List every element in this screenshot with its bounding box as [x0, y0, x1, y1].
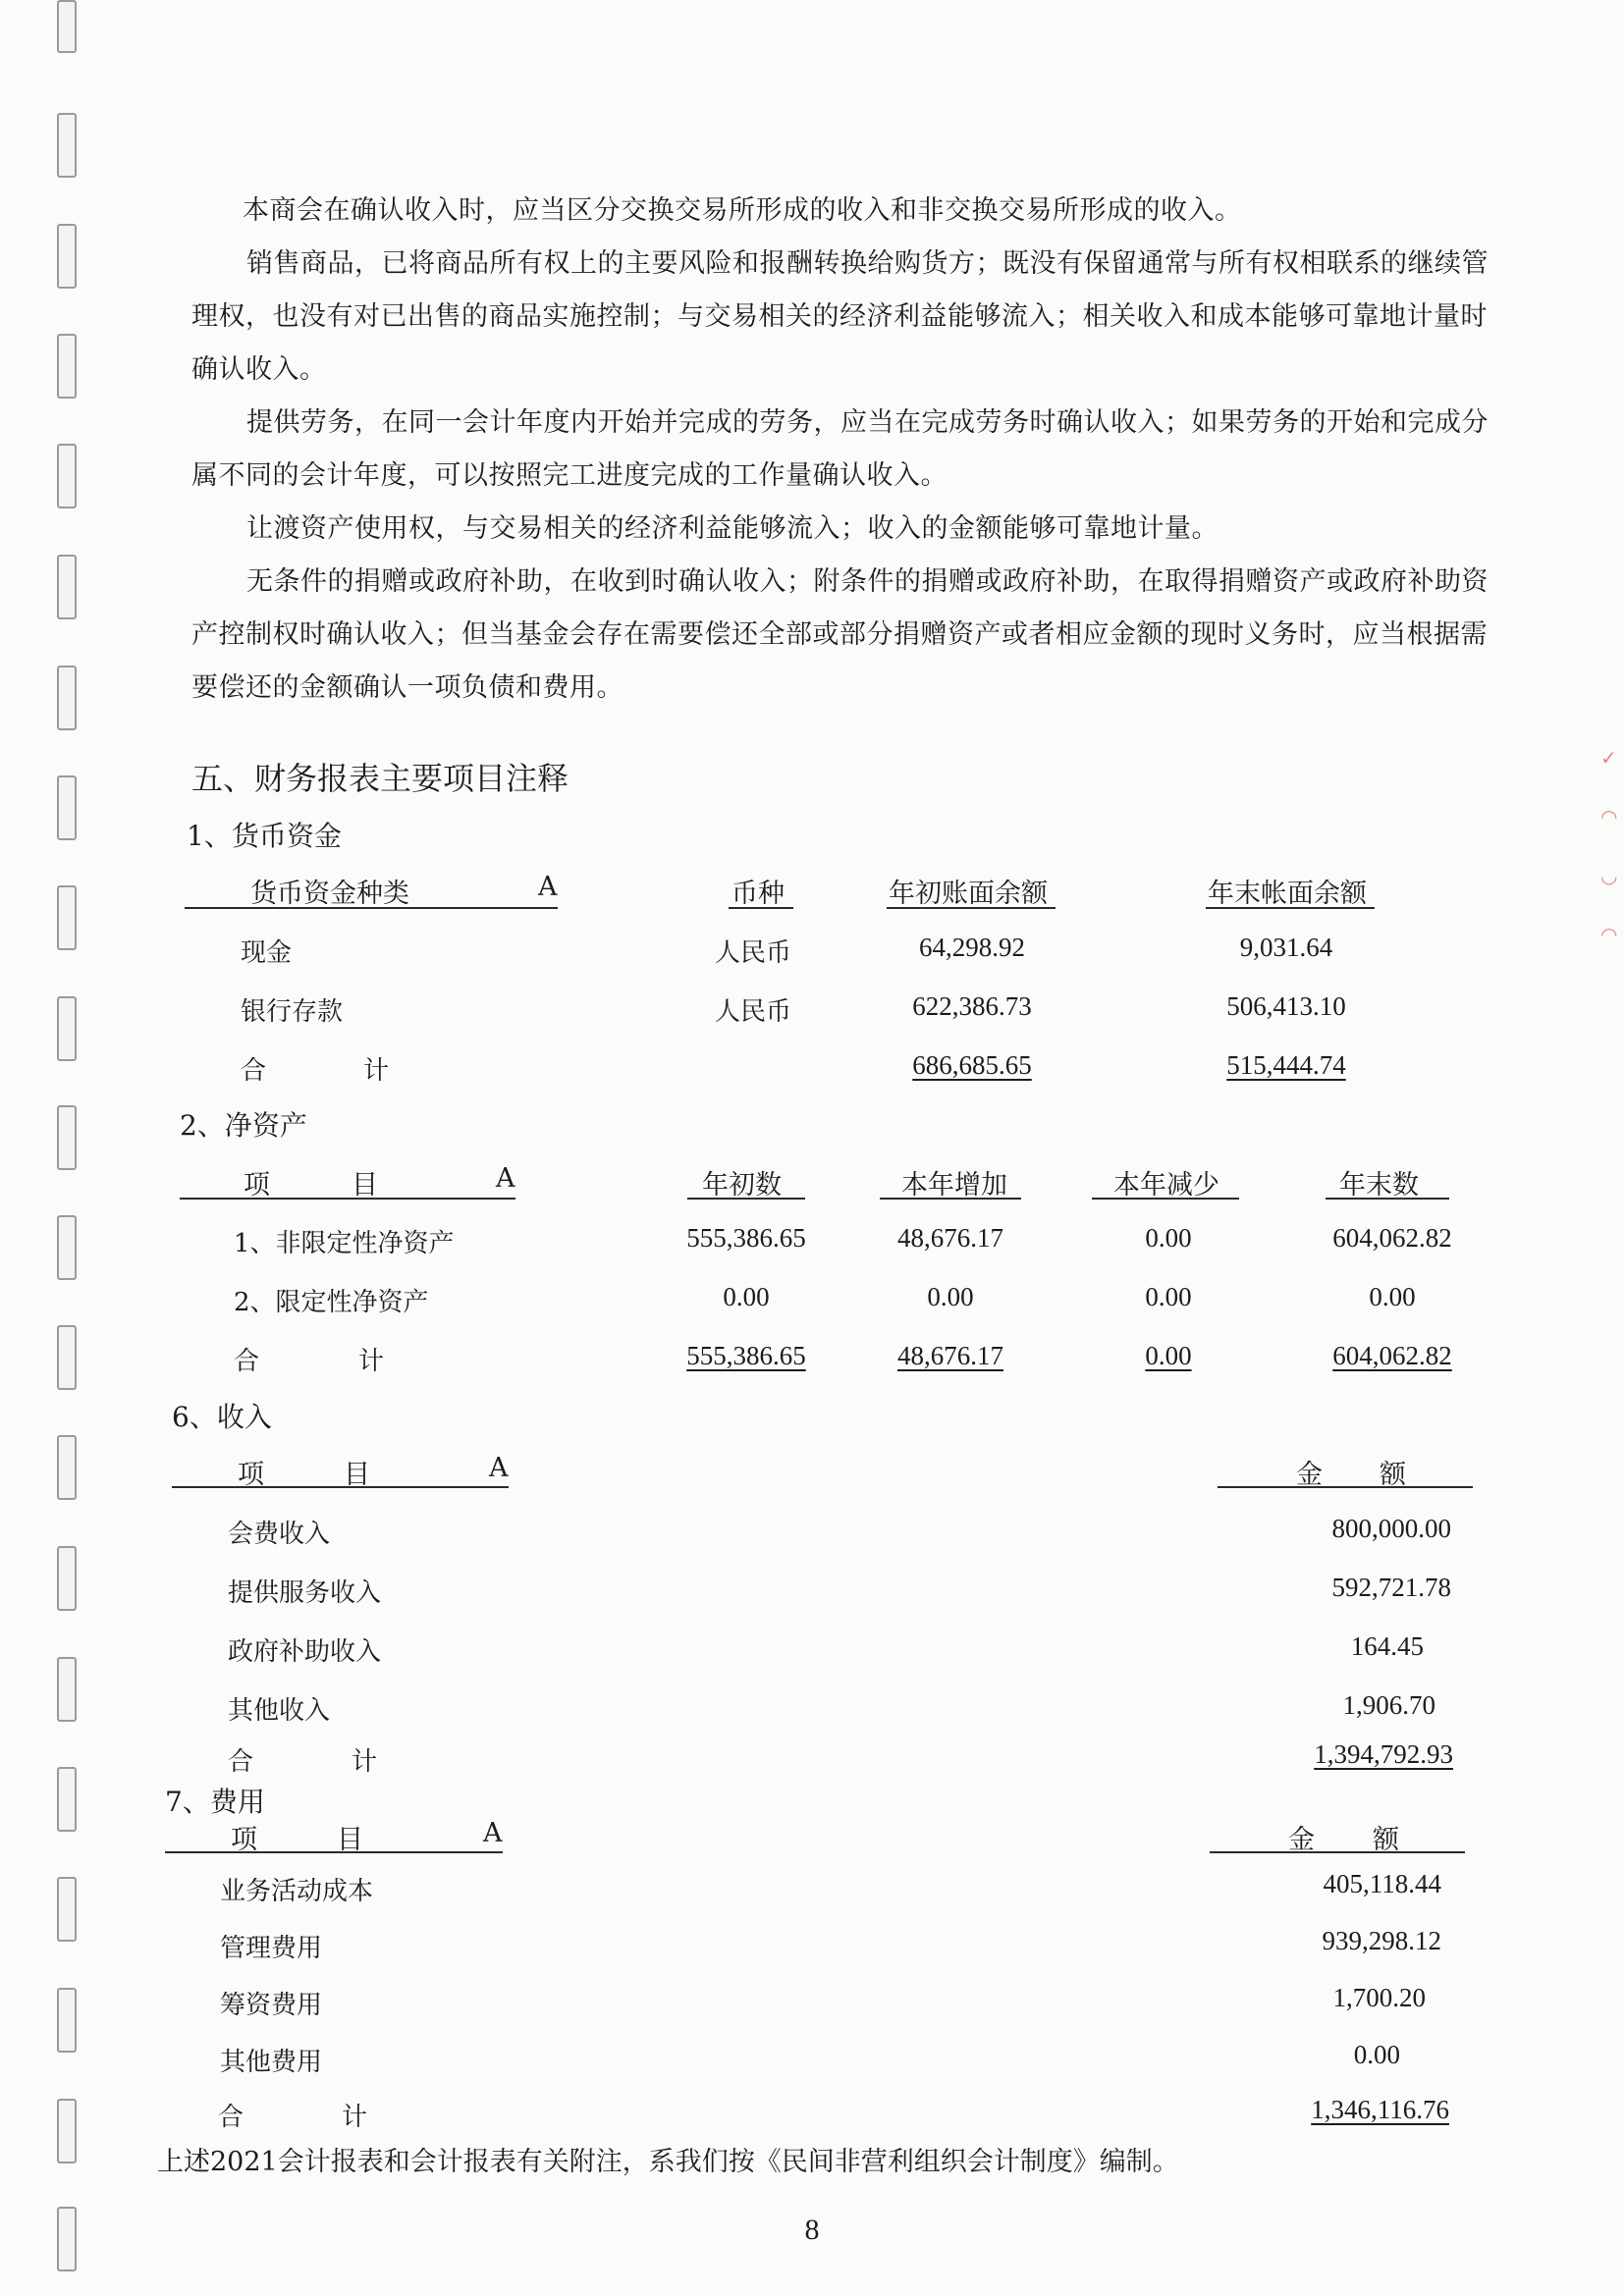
expense-row-amount: 1,700.20: [1332, 1983, 1426, 2012]
expense-total-label-b: 计: [342, 2103, 368, 2132]
net-assets-row-dec: 0.00: [1145, 1223, 1192, 1253]
expense-header-rule: [1210, 1851, 1465, 1853]
net-assets-row-end: 604,062.82: [1332, 1223, 1452, 1253]
binding-hole: [57, 1215, 77, 1280]
expense-total-amount: 1,346,116.76: [1311, 2095, 1449, 2124]
expense-row-amount: 405,118.44: [1323, 1869, 1441, 1898]
cash-row-begin: 64,298.92: [919, 933, 1025, 962]
binding-hole: [57, 1325, 77, 1390]
expense-header-item-b: 目: [337, 1825, 363, 1855]
cash-row-currency: 人民币: [715, 938, 792, 968]
binding-hole: [57, 444, 77, 508]
expense-header-rule: [165, 1851, 503, 1853]
cash-row-name: 现金: [241, 938, 293, 968]
expense-title: 7、费用: [165, 1786, 265, 1818]
paragraph-sales-text: 销售商品，已将商品所有权上的主要风险和报酬转换给购货方；既没有保留通常与所有权相联系的继续管理权，也没有对已出售的商品实施控制；与交易相关的经济利益能够流入；相关收入和成本能够可靠地计量时确认收入。: [191, 248, 1489, 385]
income-row-name: 提供服务收入: [228, 1578, 382, 1608]
income-row-name: 政府补助收入: [228, 1637, 382, 1667]
footer-note: 上述2021会计报表和会计报表有关附注，系我们按《民间非营利组织会计制度》编制。: [157, 2147, 1179, 2177]
cash-header-type: 货币资金种类: [250, 879, 409, 909]
binding-hole: [57, 1657, 77, 1722]
paragraph-asset-use: [191, 503, 1497, 556]
income-header-amount-b: 额: [1380, 1460, 1406, 1490]
income-header-rule: [1218, 1486, 1473, 1488]
cash-header-rule: [1206, 907, 1375, 909]
net-assets-header-rule: [1326, 1198, 1449, 1200]
paragraph-services-text: 提供劳务，在同一会计年度内开始并完成的劳务，应当在完成劳务时确认收入；如果劳务的开始和完成分属不同的会计年度，可以按照完工进度完成的工作量确认收入。: [191, 407, 1489, 491]
income-row-name: 其他收入: [228, 1696, 331, 1726]
binding-hole: [57, 113, 77, 178]
net-assets-row-end: 0.00: [1369, 1282, 1416, 1311]
paragraph-sales: [191, 238, 1497, 397]
income-title: 6、收入: [172, 1401, 272, 1433]
expense-header-amount-a: 金: [1288, 1825, 1315, 1855]
expense-total-amount-cell: [1218, 2095, 1449, 2125]
page-number: 8: [804, 2214, 820, 2246]
cash-row-currency: 人民币: [715, 997, 792, 1027]
cash-total-begin: 686,685.65: [912, 1050, 1032, 1080]
net-assets-row-dec: 0.00: [1145, 1282, 1192, 1311]
expense-row-amount: 0.00: [1353, 2040, 1400, 2069]
net-assets-total-begin: 555,386.65: [686, 1341, 806, 1370]
expense-header-a: A: [483, 1818, 503, 1848]
net-assets-total-inc: 48,676.17: [897, 1341, 1003, 1370]
income-header-amount-a: 金: [1296, 1460, 1323, 1490]
binding-hole: [57, 1877, 77, 1942]
cash-row-name: 银行存款: [241, 997, 344, 1027]
net-assets-header-rule: [1092, 1198, 1239, 1200]
section-title: 五、财务报表主要项目注释: [191, 760, 569, 797]
net-assets-total-end: 604,062.82: [1332, 1341, 1452, 1370]
net-assets-row-inc: 0.00: [927, 1282, 974, 1311]
cash-header-a: A: [538, 872, 558, 902]
cash-header-rule: [887, 907, 1056, 909]
binding-hole: [57, 334, 77, 399]
income-row-amount: 592,721.78: [1331, 1573, 1451, 1602]
income-total-amount-cell: [1227, 1739, 1453, 1770]
income-header-item-b: 目: [344, 1460, 370, 1490]
binding-hole: [57, 1546, 77, 1611]
cash-header-begin: 年初账面余额: [889, 879, 1048, 909]
cash-header-rule: [185, 907, 558, 909]
net-assets-total-label-a: 合: [234, 1347, 260, 1376]
net-assets-total-begin-cell: [648, 1341, 844, 1371]
net-assets-title: 2、净资产: [180, 1109, 307, 1142]
cash-row-end: 9,031.64: [1239, 933, 1333, 962]
expense-row-amount: 939,298.12: [1322, 1926, 1441, 1955]
cash-header-end: 年末帐面余额: [1208, 879, 1367, 909]
cash-total-end-cell: [1178, 1050, 1394, 1081]
expense-row-name: 筹资费用: [220, 1991, 323, 2020]
income-total-label-a: 合: [228, 1747, 254, 1777]
cash-row-begin: 622,386.73: [912, 991, 1032, 1021]
net-assets-header-item-b: 目: [352, 1170, 378, 1201]
cash-total-begin-cell: [864, 1050, 1080, 1081]
paragraph-services: [191, 397, 1497, 503]
paragraph-asset-use-text: 让渡资产使用权，与交易相关的经济利益能够流入；收入的金额能够可靠地计量。: [246, 513, 1218, 544]
cash-title: 1、货币资金: [187, 820, 342, 852]
binding-hole: [57, 1988, 77, 2053]
income-row-amount: 800,000.00: [1331, 1514, 1451, 1543]
binding-hole: [57, 1105, 77, 1170]
binding-holes: [51, 0, 84, 2296]
income-header-rule: [172, 1486, 509, 1488]
net-assets-header-a: A: [496, 1163, 515, 1194]
net-assets-header-end: 年末数: [1339, 1170, 1419, 1201]
paragraph-donation: [191, 556, 1497, 715]
net-assets-total-label-b: 计: [358, 1347, 385, 1376]
net-assets-row-begin: 555,386.65: [686, 1223, 806, 1253]
income-row-amount: 164.45: [1350, 1631, 1424, 1661]
net-assets-total-dec: 0.00: [1145, 1341, 1192, 1370]
net-assets-header-rule: [687, 1198, 805, 1200]
expense-total-label-a: 合: [218, 2103, 244, 2132]
income-row-amount: 1,906.70: [1342, 1690, 1435, 1720]
cash-header-rule: [729, 907, 793, 909]
income-total-label-b: 计: [352, 1747, 378, 1777]
net-assets-row-begin: 0.00: [723, 1282, 770, 1311]
binding-hole: [57, 885, 77, 950]
net-assets-row-name: 1、非限定性净资产: [234, 1229, 455, 1258]
binding-hole: [57, 1767, 77, 1832]
net-assets-header-rule: [180, 1198, 515, 1200]
expense-header-amount-b: 额: [1373, 1825, 1399, 1855]
net-assets-row-name: 2、限定性净资产: [234, 1288, 429, 1317]
binding-hole: [57, 555, 77, 619]
net-assets-header-dec: 本年减少: [1113, 1170, 1219, 1201]
cash-total-label-a: 合: [241, 1056, 267, 1086]
cash-total-label-b: 计: [363, 1056, 390, 1086]
net-assets-total-inc-cell: [867, 1341, 1034, 1371]
binding-hole: [57, 1435, 77, 1500]
seal-stamp-edge: ✓ ◠ ◡ ◠: [1600, 746, 1618, 946]
net-assets-header-rule: [880, 1198, 1021, 1200]
binding-hole: [57, 0, 77, 53]
net-assets-header-begin: 年初数: [702, 1170, 782, 1201]
net-assets-header-item-a: 项: [244, 1170, 270, 1201]
binding-hole: [57, 996, 77, 1061]
income-row-name: 会费收入: [228, 1520, 331, 1549]
cash-header-currency: 币种: [731, 879, 785, 909]
income-total-amount: 1,394,792.93: [1314, 1739, 1453, 1769]
net-assets-header-inc: 本年增加: [901, 1170, 1007, 1201]
expense-row-name: 其他费用: [220, 2048, 323, 2077]
paragraph-donation-text: 无条件的捐赠或政府补助，在收到时确认收入；附条件的捐赠或政府补助，在取得捐赠资产或政府补助资产控制权时确认收入；但当基金会存在需要偿还全部或部分捐赠资产或者相应金额的现时义务时，应当根据需要偿还的金额确认一项负债和费用。: [191, 566, 1489, 703]
binding-hole: [57, 666, 77, 730]
binding-hole: [57, 224, 77, 289]
cash-row-end: 506,413.10: [1226, 991, 1346, 1021]
paragraph-income-recognition: 本商会在确认收入时，应当区分交换交易所形成的收入和非交换交易所形成的收入。: [243, 195, 1242, 226]
income-header-a: A: [489, 1453, 509, 1483]
net-assets-total-dec-cell: [1105, 1341, 1232, 1371]
net-assets-total-end-cell: [1294, 1341, 1490, 1371]
income-header-item-a: 项: [238, 1460, 264, 1490]
net-assets-row-inc: 48,676.17: [897, 1223, 1003, 1253]
binding-hole: [57, 775, 77, 840]
cash-total-end: 515,444.74: [1226, 1050, 1346, 1080]
expense-row-name: 业务活动成本: [220, 1877, 374, 1906]
binding-hole: [57, 2099, 77, 2163]
expense-header-item-a: 项: [231, 1825, 257, 1855]
expense-row-name: 管理费用: [220, 1934, 323, 1963]
